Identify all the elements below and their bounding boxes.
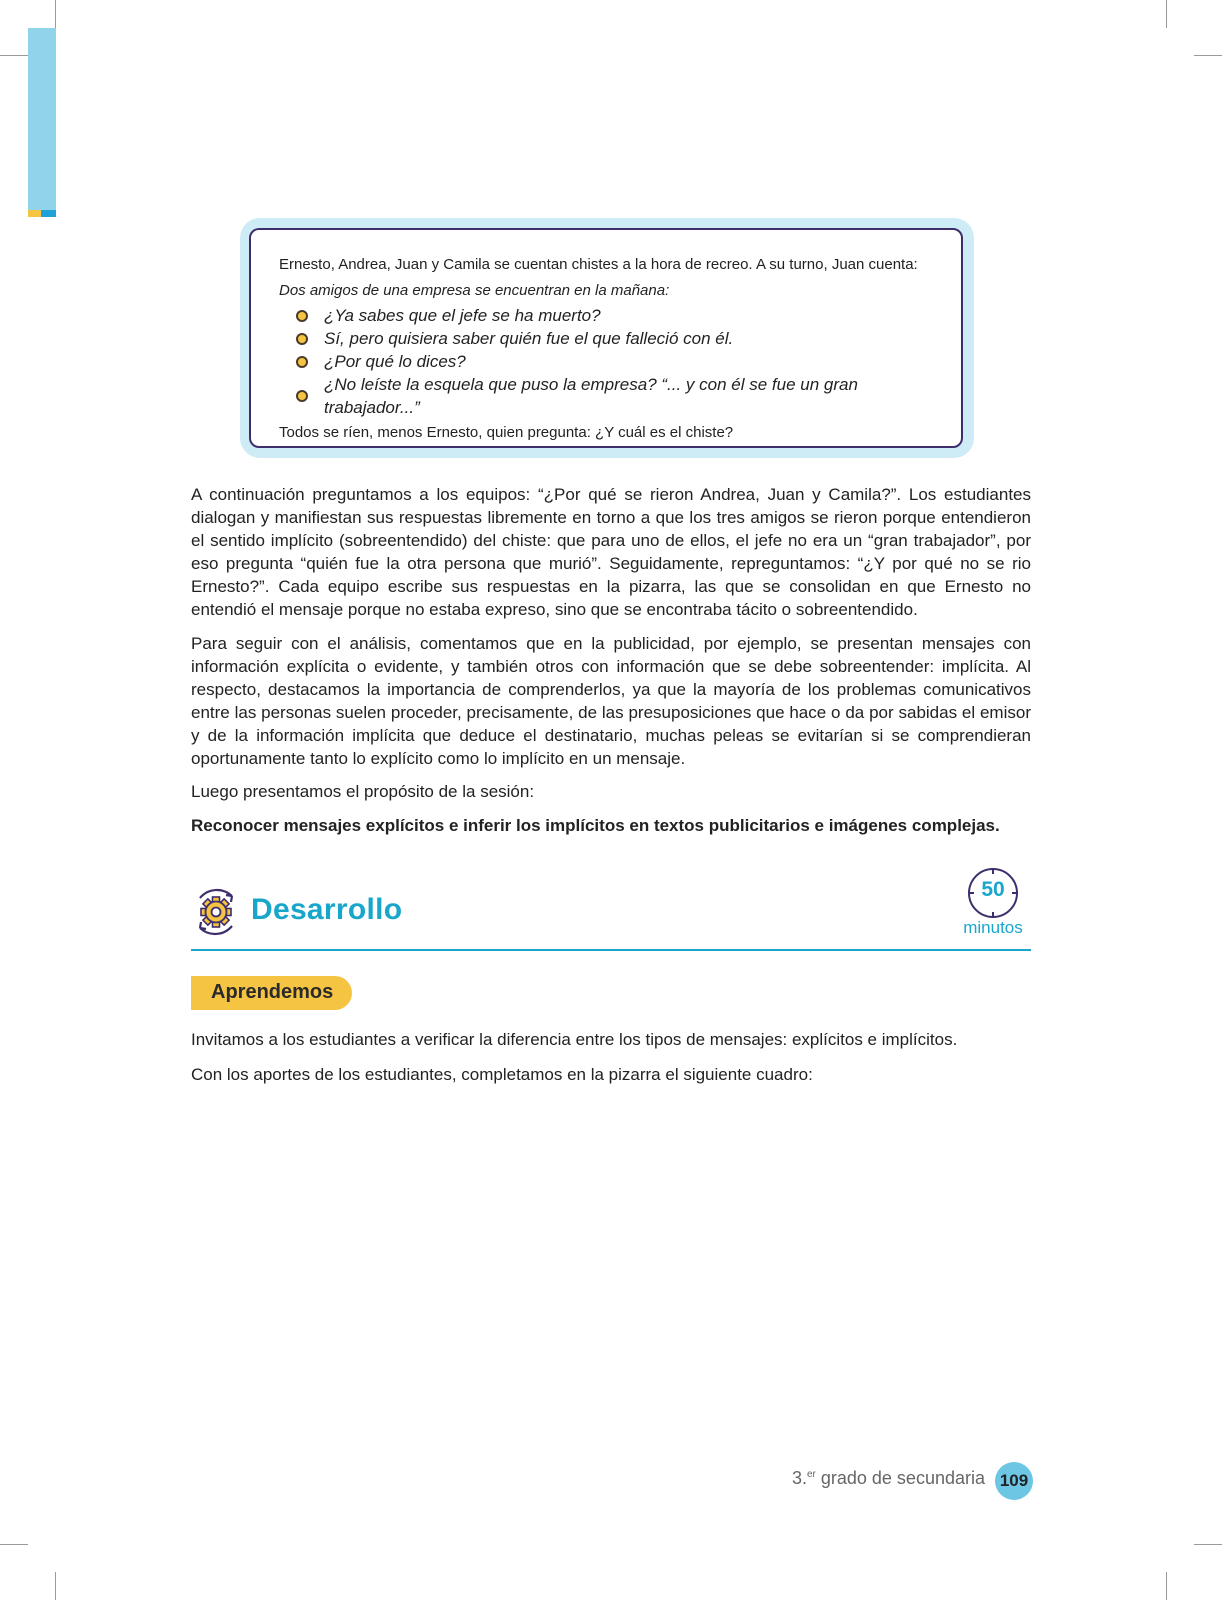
bullet-icon xyxy=(296,390,308,402)
grade-label xyxy=(792,1468,985,1489)
list-item xyxy=(279,350,935,373)
list-item xyxy=(279,373,935,419)
crop-mark xyxy=(0,1544,28,1545)
crop-mark xyxy=(55,0,56,28)
grade-suffix: er xyxy=(806,1469,816,1480)
edge-tab-accent xyxy=(28,210,41,217)
section-title: Desarrollo xyxy=(251,893,403,926)
bullet-icon xyxy=(296,310,308,322)
dialogue-list xyxy=(279,304,935,419)
edge-tab-accent xyxy=(41,210,56,217)
paragraph-analysis: Para seguir con el análisis, comentamos que en la publicidad, por ejemplo, se presentan mensajes con información explícita o evidente, y también otros con información que se debe sobreentender: implícita. Al respecto, destacamos la importancia de comprenderlos, ya que la mayoría de los problemas comunicativos entre las personas suelen proceder, precisamente, de las presuposiciones que hace o da por sabidas el emisor y de la información implícita que deduce el destinatario, muchas peleas se evitarían si se comprendieran oportunamente tanto lo explícito como lo implícito en un mensaje. xyxy=(191,634,1031,768)
grade-number: 3. xyxy=(791,1468,807,1488)
crop-mark xyxy=(1194,1544,1222,1545)
paragraph-purpose-intro: Luego presentamos el propósito de la sesión: xyxy=(191,782,535,801)
session-purpose: Reconocer mensajes explícitos e inferir los implícitos en textos publicitarios e imágenes complejas. xyxy=(191,816,1000,835)
paragraph-board: Con los aportes de los estudiantes, completamos en la pizarra el siguiente cuadro: xyxy=(191,1065,813,1084)
joke-closing: Todos se ríen, menos Ernesto, quien pregunta: ¿Y cuál es el chiste? xyxy=(279,424,734,441)
crop-mark xyxy=(0,55,28,56)
grade-text: grado de secundaria xyxy=(815,1468,985,1488)
page-number: 109 xyxy=(995,1462,1033,1500)
paragraph-invite: Invitamos a los estudiantes a verificar la diferencia entre los tipos de mensajes: explícitos e implícitos. xyxy=(191,1030,958,1049)
list-item xyxy=(279,304,935,327)
joke-intro: Ernesto, Andrea, Juan y Camila se cuentan chistes a la hora de recreo. A su turno, Juan cuenta: xyxy=(279,256,918,273)
crop-mark xyxy=(55,1572,56,1600)
edge-tab xyxy=(28,28,56,210)
gear-icon xyxy=(190,886,242,938)
paragraph-discussion: A continuación preguntamos a los equipos: “¿Por qué se rieron Andrea, Juan y Camila?”. Los estudiantes dialogan y manifiestan sus respuestas libremente en torno a que los tres amigos se rieron porque entendieron el sentido implícito (sobreentendido) del chiste: que para uno de ellos, el jefe no era un “gran trabajador”, por eso pregunta “quién fue la otra persona que murió”. Seguidamente, repreguntamos: “¿Y por qué no se rio Ernesto?”. Cada equipo escribe sus respuestas en la pizarra, las que se consolidan en que Ernesto no entendió el mensaje porque no estaba expreso, sino que se encontraba tácito o sobreentendido. xyxy=(191,485,1031,619)
crop-mark xyxy=(1166,1572,1167,1600)
dialogue-line: ¿No leíste la esquela que puso la empresa? “... y con él se fue un gran trabajador...” xyxy=(324,375,858,417)
bullet-icon xyxy=(296,333,308,345)
badge-label: Aprendemos xyxy=(211,981,334,1003)
joke-box xyxy=(249,228,963,448)
section-divider xyxy=(191,949,1031,951)
timer-label: minutos xyxy=(963,918,1023,937)
dialogue-line: ¿Por qué lo dices? xyxy=(324,352,466,371)
crop-mark xyxy=(1166,0,1167,28)
crop-mark xyxy=(1194,55,1222,56)
list-item xyxy=(279,327,935,350)
dialogue-line: ¿Ya sabes que el jefe se ha muerto? xyxy=(324,306,601,325)
dialogue-line: Sí, pero quisiera saber quién fue el que falleció con él. xyxy=(324,329,734,348)
joke-subtitle: Dos amigos de una empresa se encuentran en la mañana: xyxy=(279,282,670,299)
bullet-icon xyxy=(296,356,308,368)
timer-value: 50 xyxy=(981,878,1005,901)
